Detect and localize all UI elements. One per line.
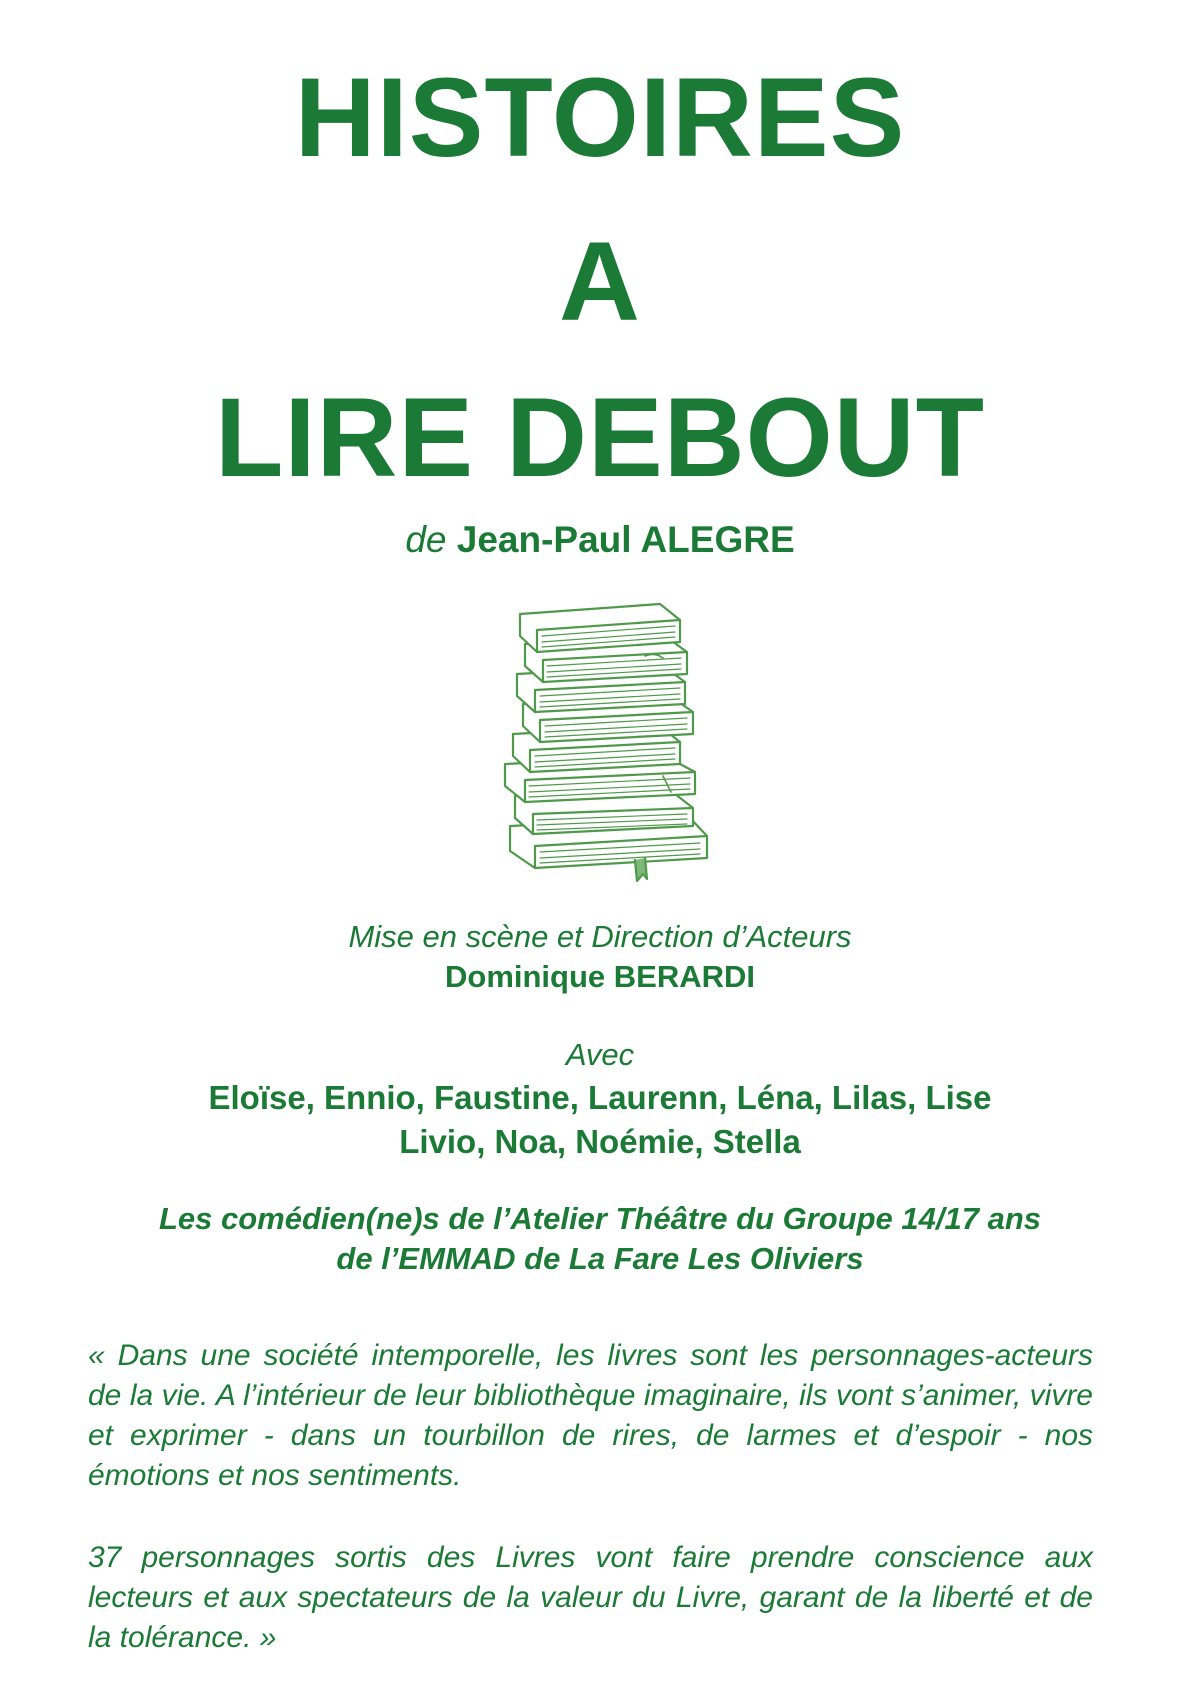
troupe-line-2: de l’EMMAD de La Fare Les Oliviers [336,1241,864,1276]
direction-label: Mise en scène et Direction d’Acteurs [348,919,852,954]
synopsis-paragraph-1: « Dans une société intemporelle, les livres sont les personnages-acteurs de la vie. A l’intérieur de leur bibliothèque imaginaire, ils vont s’animer, vivre et exprimer - dans un tourbillon de rires, de larmes et d’espoir - nos émotions et nos sentiments. [88,1339,1093,1492]
title-line-3: LIRE DEBOUT [214,375,986,500]
author-name: Jean-Paul ALEGRE [456,519,795,560]
stacked-books-icon [495,596,725,886]
cast-list-line-1: Eloïse, Ennio, Faustine, Laurenn, Léna, Lilas, Lise [208,1079,992,1116]
cast-label: Avec [565,1037,635,1072]
author-line [0,518,1200,562]
synopsis-paragraph-2: 37 personnages sortis des Livres vont faire prendre conscience aux lecteurs et aux spectateurs de la valeur du Livre, garant de la liberté et de la tolérance. » [88,1541,1093,1654]
cast-list-line-2: Livio, Noa, Noémie, Stella [399,1123,801,1160]
author-prefix: de [405,519,447,560]
title-line-2: A [559,219,641,344]
title-line-1: HISTOIRES [294,55,906,180]
troupe-line-1: Les comédien(ne)s de l’Atelier Théâtre du Groupe 14/17 ans [158,1201,1042,1236]
director-name: Dominique BERARDI [445,959,755,994]
